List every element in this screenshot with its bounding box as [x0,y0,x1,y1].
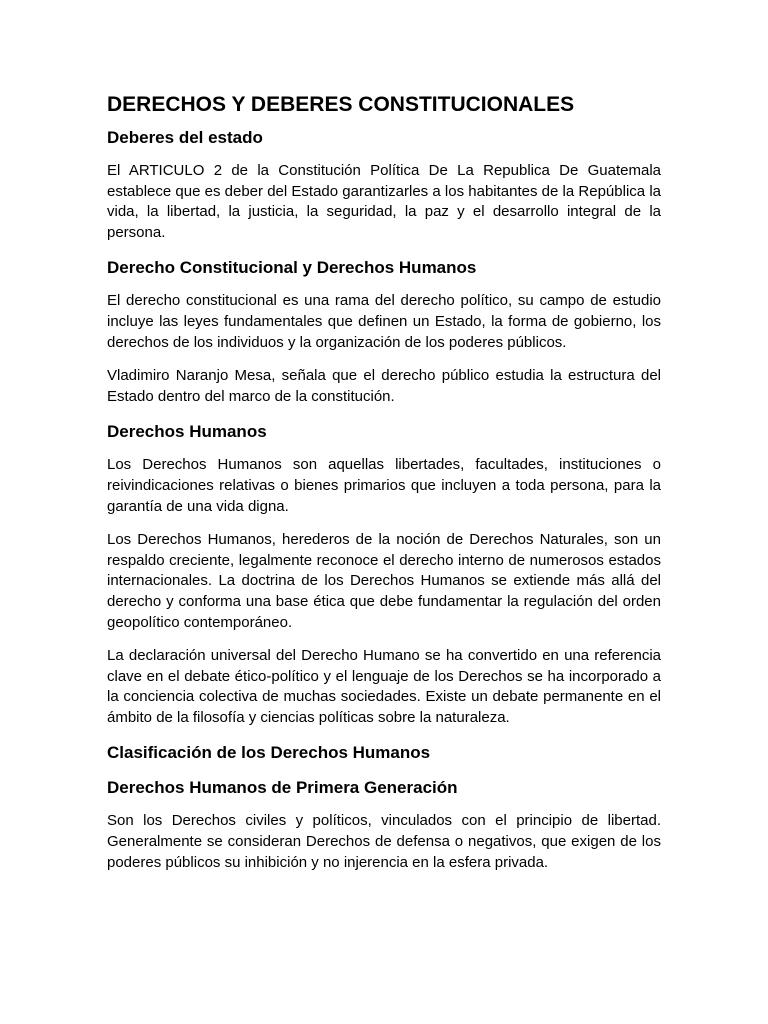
document-page [107,88,661,886]
paragraph: Los Derechos Humanos son aquellas libertades, facultades, instituciones o reivindicaciones relativas o bienes primarios que incluyen a toda persona, para la garantía de una vida digna. [107,456,661,515]
paragraph: Son los Derechos civiles y políticos, vinculados con el principio de libertad. Generalmente se consideran Derechos de defensa o negativos, que exigen de los poderes públicos su inhibición y no injerencia en la esfera privada. [107,812,661,871]
section-heading-deberes-del-estado: Deberes del estado [107,128,263,147]
section-heading-derecho-constitucional: Derecho Constitucional y Derechos Humanos [107,258,477,278]
paragraph: Los Derechos Humanos, herederos de la noción de Derechos Naturales, son un respaldo creciente, legalmente reconoce el derecho interno de numerosos estados internacionales. La doctrina de los Derechos Humanos se extiende más allá del derecho y conforma una base ética que debe fundamentar la regulación del orden geopolítico contemporáneo. [107,531,661,631]
document-title: DERECHOS Y DEBERES CONSTITUCIONALES [107,93,575,116]
section-heading-derechos-humanos: Derechos Humanos [107,422,267,442]
section-heading-primera-generacion: Derechos Humanos de Primera Generación [107,778,458,798]
section-heading-clasificacion: Clasificación de los Derechos Humanos [107,743,431,763]
paragraph: El ARTICULO 2 de la Constitución Política De La Republica De Guatemala establece que es deber del Estado garantizarles a los habitantes de la República la vida, la libertad, la justicia, la seguridad, la paz y el desarrollo integral de la persona. [107,162,661,241]
paragraph: Vladimiro Naranjo Mesa, señala que el derecho público estudia la estructura del Estado dentro del marco de la constitución. [107,367,661,405]
paragraph: La declaración universal del Derecho Humano se ha convertido en una referencia clave en el debate ético-político y el lenguaje de los Derechos se ha incorporado a la conciencia colectiva de muchas sociedades. Existe un debate permanente en el ámbito de la filosofía y ciencias políticas sobre la naturaleza. [107,647,661,726]
paragraph: El derecho constitucional es una rama del derecho político, su campo de estudio incluye las leyes fundamentales que definen un Estado, la forma de gobierno, los derechos de los individuos y la organización de los poderes públicos. [107,292,661,351]
